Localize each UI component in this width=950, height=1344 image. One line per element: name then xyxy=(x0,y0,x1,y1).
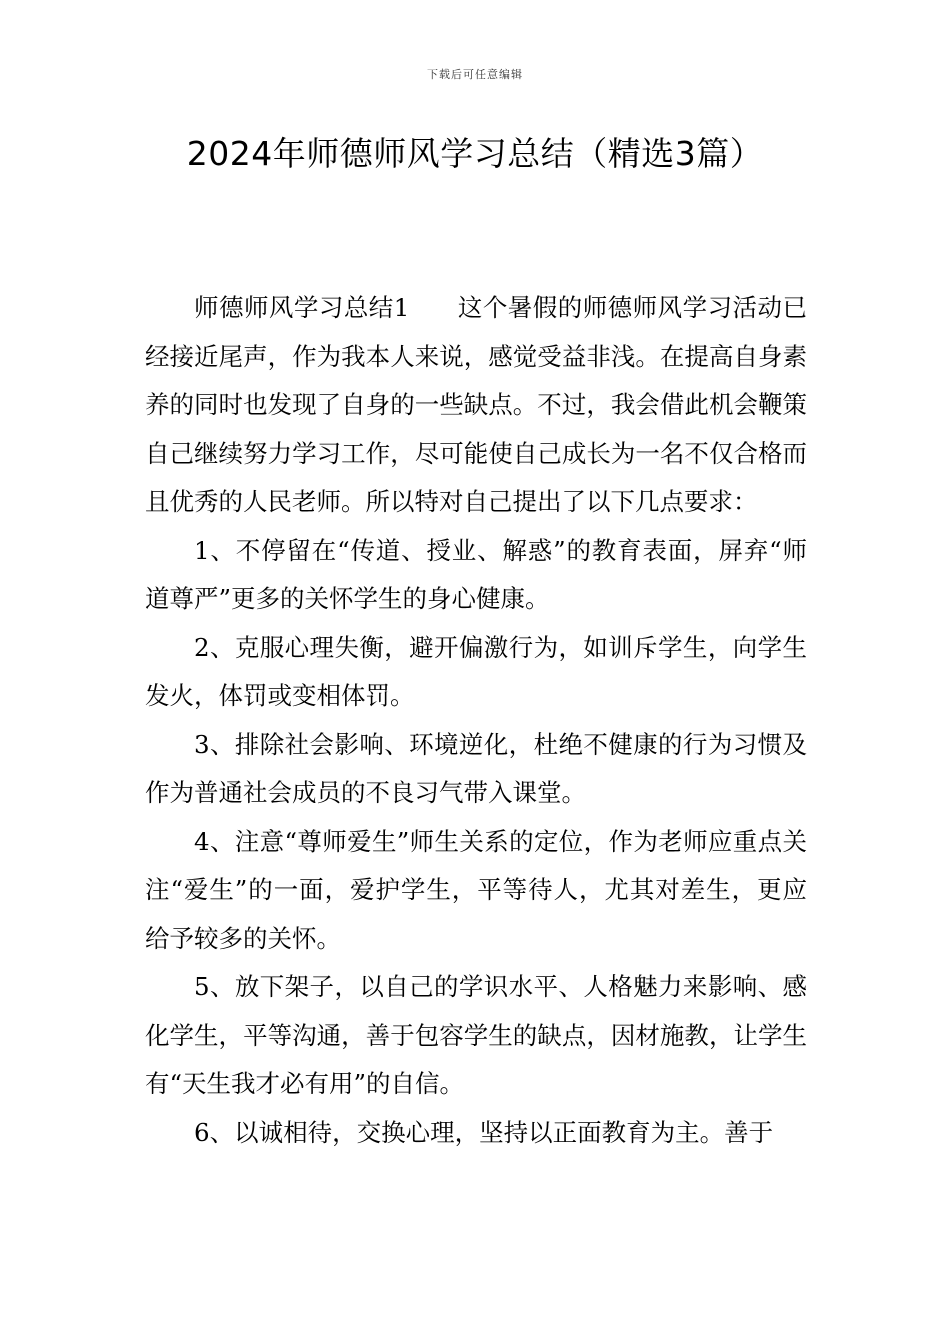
list-item: 2、克服心理失衡，避开偏激行为，如训斥学生，向学生发火，体罚或变相体罚。 xyxy=(145,632,807,710)
intro-paragraph xyxy=(145,284,807,527)
intro-text: 这个暑假的师德师风学习活动已经接近尾声，作为我本人来说，感觉受益非浅。在提高自身素养的同时也发现了自身的一些缺点。不过，我会借此机会鞭策自己继续努力学习工作，尽可能使自己成长为一名不仅合格而且优秀的人民老师。所以特对自己提出了以下几点要求： xyxy=(145,293,807,516)
section-heading: 师德师风学习总结1 xyxy=(194,293,410,322)
list-item: 3、排除社会影响、环境逆化，杜绝不健康的行为习惯及作为普通社会成员的不良习气带入课堂。 xyxy=(145,729,807,807)
list-item: 5、放下架子，以自己的学识水平、人格魅力来影响、感化学生，平等沟通，善于包容学生的缺点，因材施教，让学生有“天生我才必有用”的自信。 xyxy=(145,972,807,1098)
list-item: 6、以诚相待，交换心理，坚持以正面教育为主。善于 xyxy=(194,1117,774,1147)
document-title: 2024年师德师风学习总结（精选3篇） xyxy=(186,134,764,173)
header-note: 下载后可任意编辑 xyxy=(427,68,523,81)
list-item: 1、不停留在“传道、授业、解惑”的教育表面，屏弃“师道尊严”更多的关怀学生的身心健康。 xyxy=(145,535,807,613)
list-item: 4、注意“尊师爱生”师生关系的定位，作为老师应重点关注“爱生”的一面，爱护学生，平等待人，尤其对差生，更应给予较多的关怀。 xyxy=(145,826,807,953)
document-body xyxy=(145,284,807,1157)
